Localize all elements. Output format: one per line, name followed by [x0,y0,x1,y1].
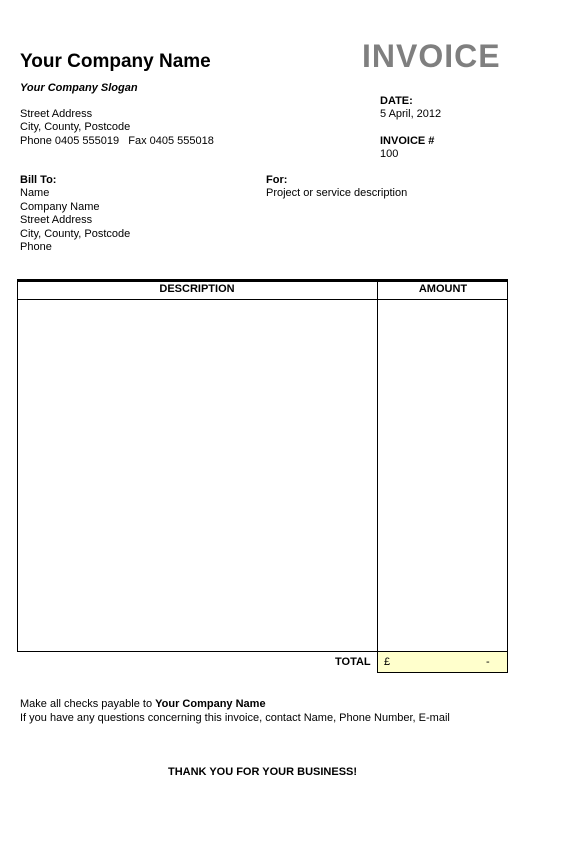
company-city: City, County, Postcode [20,121,131,134]
date-value: 5 April, 2012 [380,108,442,121]
bill-to-city: City, County, Postcode [20,227,131,240]
items-table [17,279,508,652]
description-header: DESCRIPTION [159,283,235,295]
company-street: Street Address [20,108,93,120]
company-phone-fax: Phone 0405 555019 Fax 0405 555018 [20,134,214,147]
thank-you-message: THANK YOU FOR YOUR BUSINESS! [167,766,358,778]
payable-note [20,698,266,711]
invoice-number-block [380,135,434,162]
for-label: For: [266,174,288,186]
total-label: TOTAL [335,656,371,668]
table-column-divider [377,279,378,673]
total-value: - [486,656,490,668]
amount-header: AMOUNT [418,283,468,295]
bill-to-street: Street Address [20,214,93,227]
payable-company-name: Your Company Name [155,698,266,710]
table-header-divider [17,299,508,300]
invoice-number-value: 100 [380,148,399,161]
bill-to-name: Name [20,187,50,200]
invoice-number-label: INVOICE # [380,135,435,147]
for-block [266,174,407,201]
questions-note: If you have any questions concerning this invoice, contact Name, Phone Number, E-mail [20,712,450,724]
bill-to-company: Company Name [20,200,100,213]
bill-to-label: Bill To: [20,174,57,186]
invoice-date-block [380,95,441,122]
payable-prefix: Make all checks payable to [20,698,156,710]
total-currency: £ [384,656,391,668]
bill-to-phone: Phone [20,241,52,254]
bill-to-block [20,174,130,254]
company-slogan: Your Company Slogan [20,82,138,94]
for-description: Project or service description [266,187,408,200]
invoice-title: INVOICE [362,38,501,74]
company-name: Your Company Name [20,51,211,72]
company-address [20,108,214,148]
date-label: DATE: [380,95,413,107]
